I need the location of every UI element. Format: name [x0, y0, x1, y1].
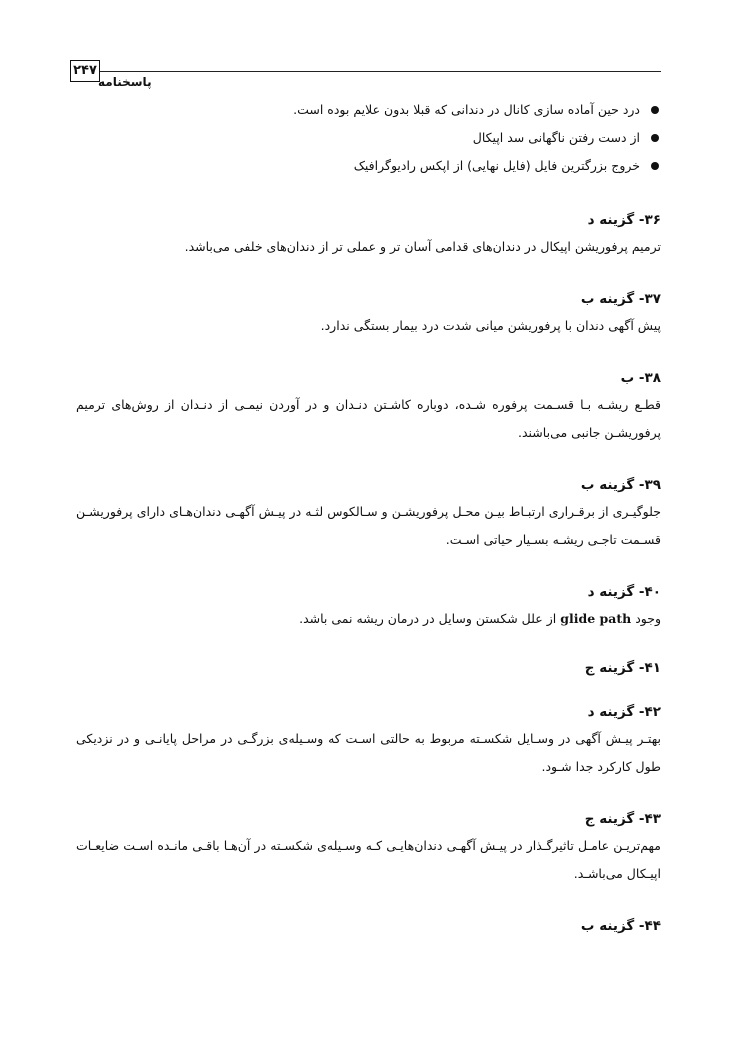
answer-explanation: ترمیم پرفوریشن اپیکال در دندان‌های قدامی آسان تر و عملی تر از دندان‌های خلفی می‌باشد. [184, 239, 661, 254]
answer-heading: ۴۱- گزینه ج [584, 660, 661, 676]
answer-38 [76, 365, 661, 447]
latin-term: glide path [560, 611, 632, 626]
answer-44 [76, 913, 661, 939]
list-item [76, 124, 661, 152]
answer-heading: ۴۲- گزینه د [587, 704, 661, 720]
bullet-icon [651, 134, 659, 142]
answer-heading: ۳۸- ب [620, 370, 661, 386]
answer-explanation: قطـع ریشـه بـا قسـمت پرفوره شـده، دوباره کاشـتن دنـدان و در آوردن نیمـی از دنـدان از روش‌های ترمیم پرفوریشـن جانبی می‌باشند. [76, 397, 661, 440]
answer-explanation: بهتـر پیـش آگهی در وسـایل شکسـته مربوط به حالتی اسـت که وسـیله‌ی بزرگـی در مراحل پایانـی و در نزدیکی طول کارکرد جدا شـود. [76, 731, 661, 774]
answer-heading: ۳۹- گزینه ب [580, 477, 661, 493]
page-number: ۲۴۷ [70, 60, 100, 82]
answer-explanation: مهم‌تریـن عامـل تاثیرگـذار در پیـش آگهـی دندان‌هایـی کـه وسـیله‌ی شکسـته در آن‌هـا باقـی مانـده اسـت ضایعـات اپیـکال می‌باشـد. [76, 838, 661, 881]
answer-heading: ۴۰- گزینه د [587, 584, 661, 600]
list-item-text: خروج بزرگترین فایل (فایل نهایی) از اپکس رادیوگرافیک [353, 158, 640, 173]
running-header-title: پاسخنامه [98, 75, 152, 89]
answer-43 [76, 806, 661, 888]
explanation-text-end: از علل شکستن وسایل در درمان ریشه نمی باشد. [299, 611, 557, 626]
bullet-list [76, 96, 661, 180]
answer-42 [76, 699, 661, 781]
list-item [76, 152, 661, 180]
answer-heading: ۴۳- گزینه ج [584, 811, 661, 827]
answer-36 [76, 207, 661, 261]
answer-explanation [76, 605, 661, 633]
list-item-text: درد حین آماده سازی کانال در دندانی که قبلا بدون علایم بوده است. [293, 102, 640, 117]
answer-41 [76, 655, 661, 681]
explanation-text-start: وجود [635, 611, 661, 626]
answer-explanation: جلوگیـری از برقـراری ارتبـاط بیـن محـل پرفوریشـن و سـالکوس لثـه در پیـش آگهـی دندان‌هـای دارای پرفوریشـن قسـمت تاجـی ریشـه بسـیار حیاتی اسـت. [76, 504, 661, 547]
answer-37 [76, 286, 661, 340]
header-divider [100, 71, 661, 72]
bullet-icon [651, 106, 659, 114]
answer-explanation: پیش آگهی دندان با پرفوریشن میانی شدت درد بیمار بستگی ندارد. [320, 318, 661, 333]
bullet-icon [651, 162, 659, 170]
list-item [76, 96, 661, 124]
list-item-text: از دست رفتن ناگهانی سد اپیکال [472, 130, 640, 145]
answer-heading: ۴۴- گزینه ب [580, 918, 661, 934]
answer-heading: ۳۷- گزینه ب [580, 291, 661, 307]
answer-39 [76, 472, 661, 554]
answer-heading: ۳۶- گزینه د [587, 212, 661, 228]
answer-key-content [76, 96, 661, 939]
answer-40 [76, 579, 661, 633]
